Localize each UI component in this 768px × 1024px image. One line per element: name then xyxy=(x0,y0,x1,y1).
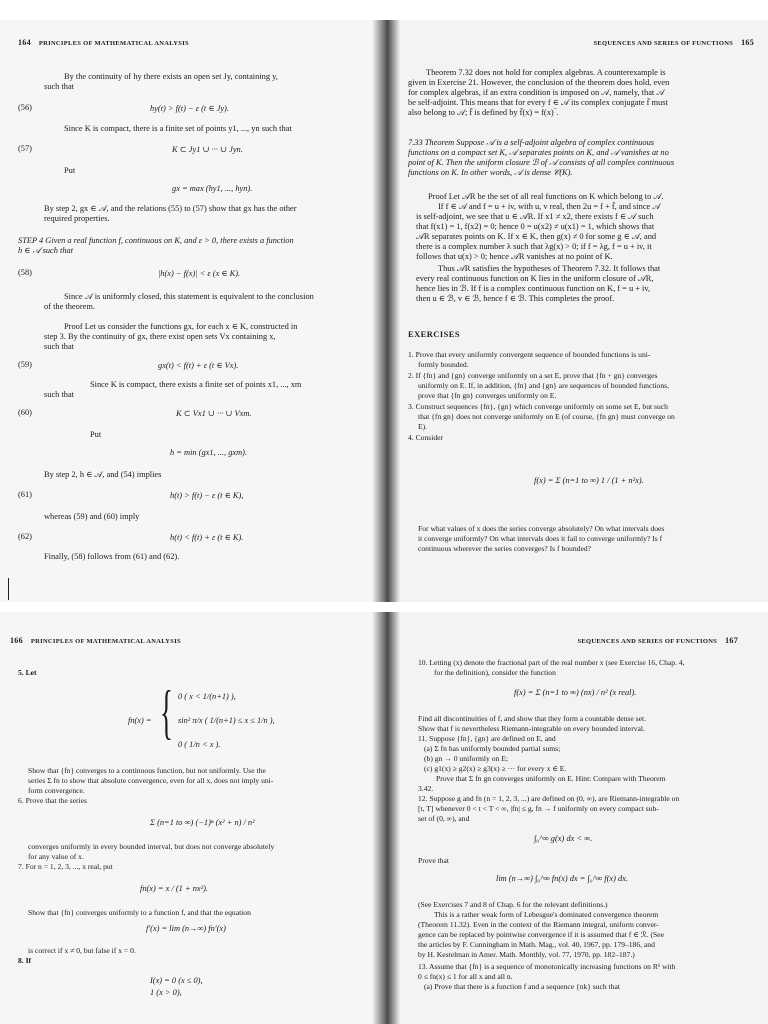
exercise-line: (See Exercises 7 and 8 of Chap. 6 for the relevant definitions.) xyxy=(418,900,608,909)
equation: fn(x) = x / (1 + nx²). xyxy=(140,884,208,893)
text-line: given in Exercise 21. However, the conclusion of the theorem does hold, even xyxy=(408,78,670,87)
page-header-right xyxy=(593,38,754,47)
text-line: Since K is compact, there exists a finite set of points x1, ..., xm xyxy=(90,380,302,389)
series-equation: Σ (n=1 to ∞) (−1)ⁿ (x² + n) / n² xyxy=(150,818,255,827)
text-line: there is a complex number λ such that λg(x) > 0; if f = λg, f = u + iv, it xyxy=(416,242,652,251)
equation: ∫₀^∞ g(x) dx < ∞. xyxy=(534,834,593,843)
text-line: such that xyxy=(44,390,75,399)
text-line: is self-adjoint, we see that u ∈ 𝒜R. If x1 ≠ x2, there exists f ∈ 𝒜 such xyxy=(416,212,654,221)
exercise-line: Prove that xyxy=(418,856,450,865)
exercise-line: 1. Prove that every uniformly convergent sequence of bounded functions is uni- xyxy=(408,350,651,359)
page-165 xyxy=(384,20,768,602)
exercise-line: 7. For n = 1, 2, 3, ..., x real, put xyxy=(18,862,113,871)
equation: gx(t) < f(t) + ε (t ∈ Vx). xyxy=(158,361,239,370)
equation-number: (56) xyxy=(18,103,32,112)
scan-divider xyxy=(0,603,768,611)
running-title: SEQUENCES AND SERIES OF FUNCTIONS xyxy=(593,40,734,47)
exercise-line: converges uniformly in every bounded interval, but does not converge absolutely xyxy=(28,842,275,851)
equation: I(x) = 0 (x ≤ 0), xyxy=(150,976,203,985)
exercise-line: 3.42. xyxy=(418,784,434,793)
exercise-line: it converge uniformly? On what intervals does it fail to converge uniformly? Is f xyxy=(418,534,663,543)
series-equation: f(x) = Σ (n=1 to ∞) 1 / (1 + n²x). xyxy=(534,476,644,485)
exercise-line: 10. Letting (x) denote the fractional part of the real number x (see Exercise 16, Chap. 4, xyxy=(418,658,685,667)
equation-number: (59) xyxy=(18,360,32,369)
exercise-line: (Theorem 11.32). Even in the context of the Riemann integral, uniform conver- xyxy=(418,920,659,929)
running-title: PRINCIPLES OF MATHEMATICAL ANALYSIS xyxy=(30,638,181,645)
exercise-line: for any value of x. xyxy=(28,852,84,861)
proof-line: Proof Let 𝒜R be the set of all real functions on K which belong to 𝒜. xyxy=(428,192,664,201)
equation-number: (61) xyxy=(18,490,32,499)
equation: h(t) < f(t) + ε (t ∈ K). xyxy=(170,533,244,542)
exercise-line: 6. Prove that the series xyxy=(18,796,87,805)
equation: h = min (gx1, ..., gxm). xyxy=(170,448,248,457)
text-line: If f ∈ 𝒜 and f = u + iv, with u, v real, then 2u = f + f̄, and since 𝒜 xyxy=(438,202,661,211)
text-line: Theorem 7.32 does not hold for complex algebras. A counterexample is xyxy=(426,68,666,77)
text-line: such that xyxy=(44,82,75,91)
exercise-line: 0 ≤ fn(x) ≤ 1 for all x and all n. xyxy=(418,972,513,981)
page-number: 164 xyxy=(18,38,31,47)
exercise-line: 8. If xyxy=(18,956,32,965)
text-line: whereas (59) and (60) imply xyxy=(44,512,140,521)
function-label: fn(x) = xyxy=(128,716,152,725)
exercise-line: formly bounded. xyxy=(418,360,469,369)
text-line: be self-adjoint. This means that for every f ∈ 𝒜 its complex conjugate f̄ must xyxy=(408,98,668,107)
text-line: By step 2, gx ∈ 𝒜, and the relations (55) to (57) show that gx has the other xyxy=(44,204,297,213)
equation-number: (58) xyxy=(18,268,32,277)
text-line: every real continuous function on K lies in the uniform closure of 𝒜R, xyxy=(416,274,654,283)
exercise-line: Show that f is nevertheless Riemann-integrable on every bounded interval. xyxy=(418,724,645,733)
equation: h(t) > f(t) − ε (t ∈ K), xyxy=(170,491,244,500)
page-number: 167 xyxy=(725,636,738,645)
text-line: Since 𝒜 is uniformly closed, this statement is equivalent to the conclusion xyxy=(64,292,314,301)
scan-mark xyxy=(8,578,9,600)
equation: |h(x) − f(x)| < ε (x ∈ K). xyxy=(158,269,241,278)
equation: f(x) = Σ (n=1 to ∞) (nx) / n² (x real). xyxy=(514,688,637,697)
exercise-line: Show that {fn} converges to a continuous function, but not uniformly. Use the xyxy=(28,766,266,775)
text-line: h ∈ 𝒜 such that xyxy=(18,246,74,255)
page-header-right xyxy=(577,636,738,645)
text-line: Put xyxy=(64,166,76,175)
exercise-line: 2. If {fn} and {gn} converge uniformly on a set E, prove that {fn + gn} converges xyxy=(408,371,658,380)
equation-number: (57) xyxy=(18,144,32,153)
text-line: such that xyxy=(44,342,75,351)
page-164 xyxy=(0,20,384,602)
page-number: 165 xyxy=(741,38,754,47)
text-line: for complex algebras, if an extra condition is imposed on 𝒜, namely, that 𝒜 xyxy=(408,88,665,97)
page-header-left xyxy=(18,38,189,47)
text-line: step 3. By the continuity of gx, there exist open sets Vx containing x, xyxy=(44,332,276,341)
piecewise-case: 0 ( 1/n < x ). xyxy=(178,740,221,749)
theorem-line: functions on a compact set K, 𝒜 separates points on K, and 𝒜 vanishes at no xyxy=(408,148,669,157)
piecewise-case: sin² π/x ( 1/(n+1) ≤ x ≤ 1/n ), xyxy=(178,716,275,725)
theorem-line: point of K. Then the uniform closure ℬ of 𝒜 consists of all complex continuous xyxy=(408,158,675,167)
theorem-line: 7.33 Theorem Suppose 𝒜 is a self-adjoint algebra of complex continuous xyxy=(408,138,655,147)
equation-number: (62) xyxy=(18,532,32,541)
equation: K ⊂ Jy1 ∪ ··· ∪ Jyn. xyxy=(172,145,243,154)
exercise-line: Find all discontinuities of f, and show that they form a countable dense set. xyxy=(418,714,646,723)
exercise-line: (a) Σ fn has uniformly bounded partial sums; xyxy=(424,744,561,753)
text-line: that f(x1) = 1, f(x2) = 0; hence 0 = u(x2) ≠ u(x1) = 1, which shows that xyxy=(416,222,655,231)
text-line: follows that u(x) > 0; hence 𝒜R vanishes at no point of K. xyxy=(416,252,613,261)
proof-line: Proof Let us consider the functions gx, for each x ∈ K, constructed in xyxy=(64,322,298,331)
exercise-line: continuous wherever the series converges? Is f bounded? xyxy=(418,544,591,553)
text-line: required properties. xyxy=(44,214,110,223)
text-line: By step 2, h ∈ 𝒜, and (54) implies xyxy=(44,470,162,479)
text-line: 𝒜R separates points on K. If x ∈ K, then g(x) ≠ 0 for some g ∈ 𝒜, and xyxy=(416,232,657,241)
exercise-line: set of (0, ∞), and xyxy=(418,814,470,823)
equation: K ⊂ Vx1 ∪ ··· ∪ Vxm. xyxy=(176,409,252,418)
exercise-line: prove that {fn gn} converges uniformly on E. xyxy=(418,391,557,400)
exercise-line: This is a rather weak form of Lebesgue's dominated convergence theorem xyxy=(434,910,659,919)
text-line: Thus 𝒜R satisfies the hypotheses of Theorem 7.32. It follows that xyxy=(438,264,661,273)
exercise-line: (c) g1(x) ≥ g2(x) ≥ g3(x) ≥ ··· for every x ∈ E. xyxy=(424,764,567,773)
exercise-line: 12. Suppose g and fn (n = 1, 2, 3, ...) are defined on (0, ∞), are Riemann-integrable on xyxy=(418,794,680,803)
exercise-line: 5. Let xyxy=(18,668,37,677)
piecewise-case: 0 ( x < 1/(n+1) ), xyxy=(178,692,236,701)
exercise-line: For what values of x does the series converge absolutely? On what intervals does xyxy=(418,524,665,533)
equation: 1 (x > 0), xyxy=(150,988,182,997)
exercise-line: is correct if x ≠ 0, but false if x = 0. xyxy=(28,946,136,955)
theorem-line: functions on K. In other words, 𝒜 is dense 𝒞(K). xyxy=(408,168,573,177)
exercise-line: 13. Assume that {fn} is a sequence of monotonically increasing functions on R¹ with xyxy=(418,962,676,971)
equation: lim (n→∞) ∫₀^∞ fn(x) dx = ∫₀^∞ f(x) dx. xyxy=(496,874,628,883)
exercise-line: [t, T] whenever 0 < t < T < ∞, |fn| ≤ g, fn → f uniformly on every compact sub- xyxy=(418,804,659,813)
text-line: then u ∈ ℬ, v ∈ ℬ, hence f ∈ ℬ. This completes the proof. xyxy=(416,294,615,303)
left-brace: { xyxy=(160,679,173,745)
exercise-line: (b) gn → 0 uniformly on E; xyxy=(424,754,508,763)
exercise-line: the articles by F. Cunningham in Math. Mag., vol. 40, 1967, pp. 179–186, and xyxy=(418,940,655,949)
step-heading: STEP 4 Given a real function f, continuous on K, and ε > 0, there exists a function xyxy=(18,236,294,245)
exercise-line: form convergence. xyxy=(28,786,85,795)
exercise-line: 3. Construct sequences {fn}, {gn} which converge uniformly on some set E, but such xyxy=(408,402,668,411)
exercise-line: gence can be replaced by pointwise convergence if it is assumed that f ∈ ℛ. (See xyxy=(418,930,665,939)
exercise-line: that {fn gn} does not converge uniformly on E (of course, {fn gn} must converge on xyxy=(418,412,675,421)
exercise-line: by H. Kestelman in Amer. Math. Monthly, vol. 77, 1970, pp. 182–187.) xyxy=(418,950,635,959)
exercise-line: (a) Prove that there is a function f and a sequence {nk} such that xyxy=(424,982,621,991)
page-header-left xyxy=(10,636,181,645)
running-title: SEQUENCES AND SERIES OF FUNCTIONS xyxy=(577,638,718,645)
exercise-line: 11. Suppose {fn}, {gn} are defined on E, and xyxy=(418,734,556,743)
equation: f′(x) = lim (n→∞) fn′(x) xyxy=(146,924,226,933)
equation: gx = max (hy1, ..., hyn). xyxy=(172,184,253,193)
exercise-line: uniformly on E. If, in addition, {fn} and {gn} are sequences of bounded functions, xyxy=(418,381,669,390)
exercise-line: Show that {fn} converges uniformly to a function f, and that the equation xyxy=(28,908,251,917)
page-number: 166 xyxy=(10,636,23,645)
exercise-line: Prove that Σ fn gn converges uniformly on E. Hint: Compare with Theorem xyxy=(436,774,666,783)
text-line: By the continuity of hy there exists an open set Jy, containing y, xyxy=(64,72,278,81)
equation: hy(t) > f(t) − ε (t ∈ Jy). xyxy=(150,104,229,113)
page-167 xyxy=(384,612,768,1024)
equation-number: (60) xyxy=(18,408,32,417)
text-line: hence lies in ℬ. If f is a complex continuous function on K, f = u + iv, xyxy=(416,284,651,293)
text-line: of the theorem. xyxy=(44,302,95,311)
page-166 xyxy=(0,612,384,1024)
section-heading: EXERCISES xyxy=(408,330,460,339)
exercise-line: 4. Consider xyxy=(408,433,444,442)
text-line: Finally, (58) follows from (61) and (62). xyxy=(44,552,180,561)
text-line: Since K is compact, there is a finite set of points y1, ..., yn such that xyxy=(64,124,292,133)
text-line: Put xyxy=(90,430,102,439)
exercise-line: for the definition), consider the function xyxy=(434,668,556,677)
text-line: also belong to 𝒜; f̄ is defined by f̄(x) = f(x)‾. xyxy=(408,108,559,117)
exercise-line: series Σ fn to show that absolute convergence, even for all x, does not imply uni- xyxy=(28,776,274,785)
running-title: PRINCIPLES OF MATHEMATICAL ANALYSIS xyxy=(38,40,189,47)
exercise-line: E). xyxy=(418,422,428,431)
